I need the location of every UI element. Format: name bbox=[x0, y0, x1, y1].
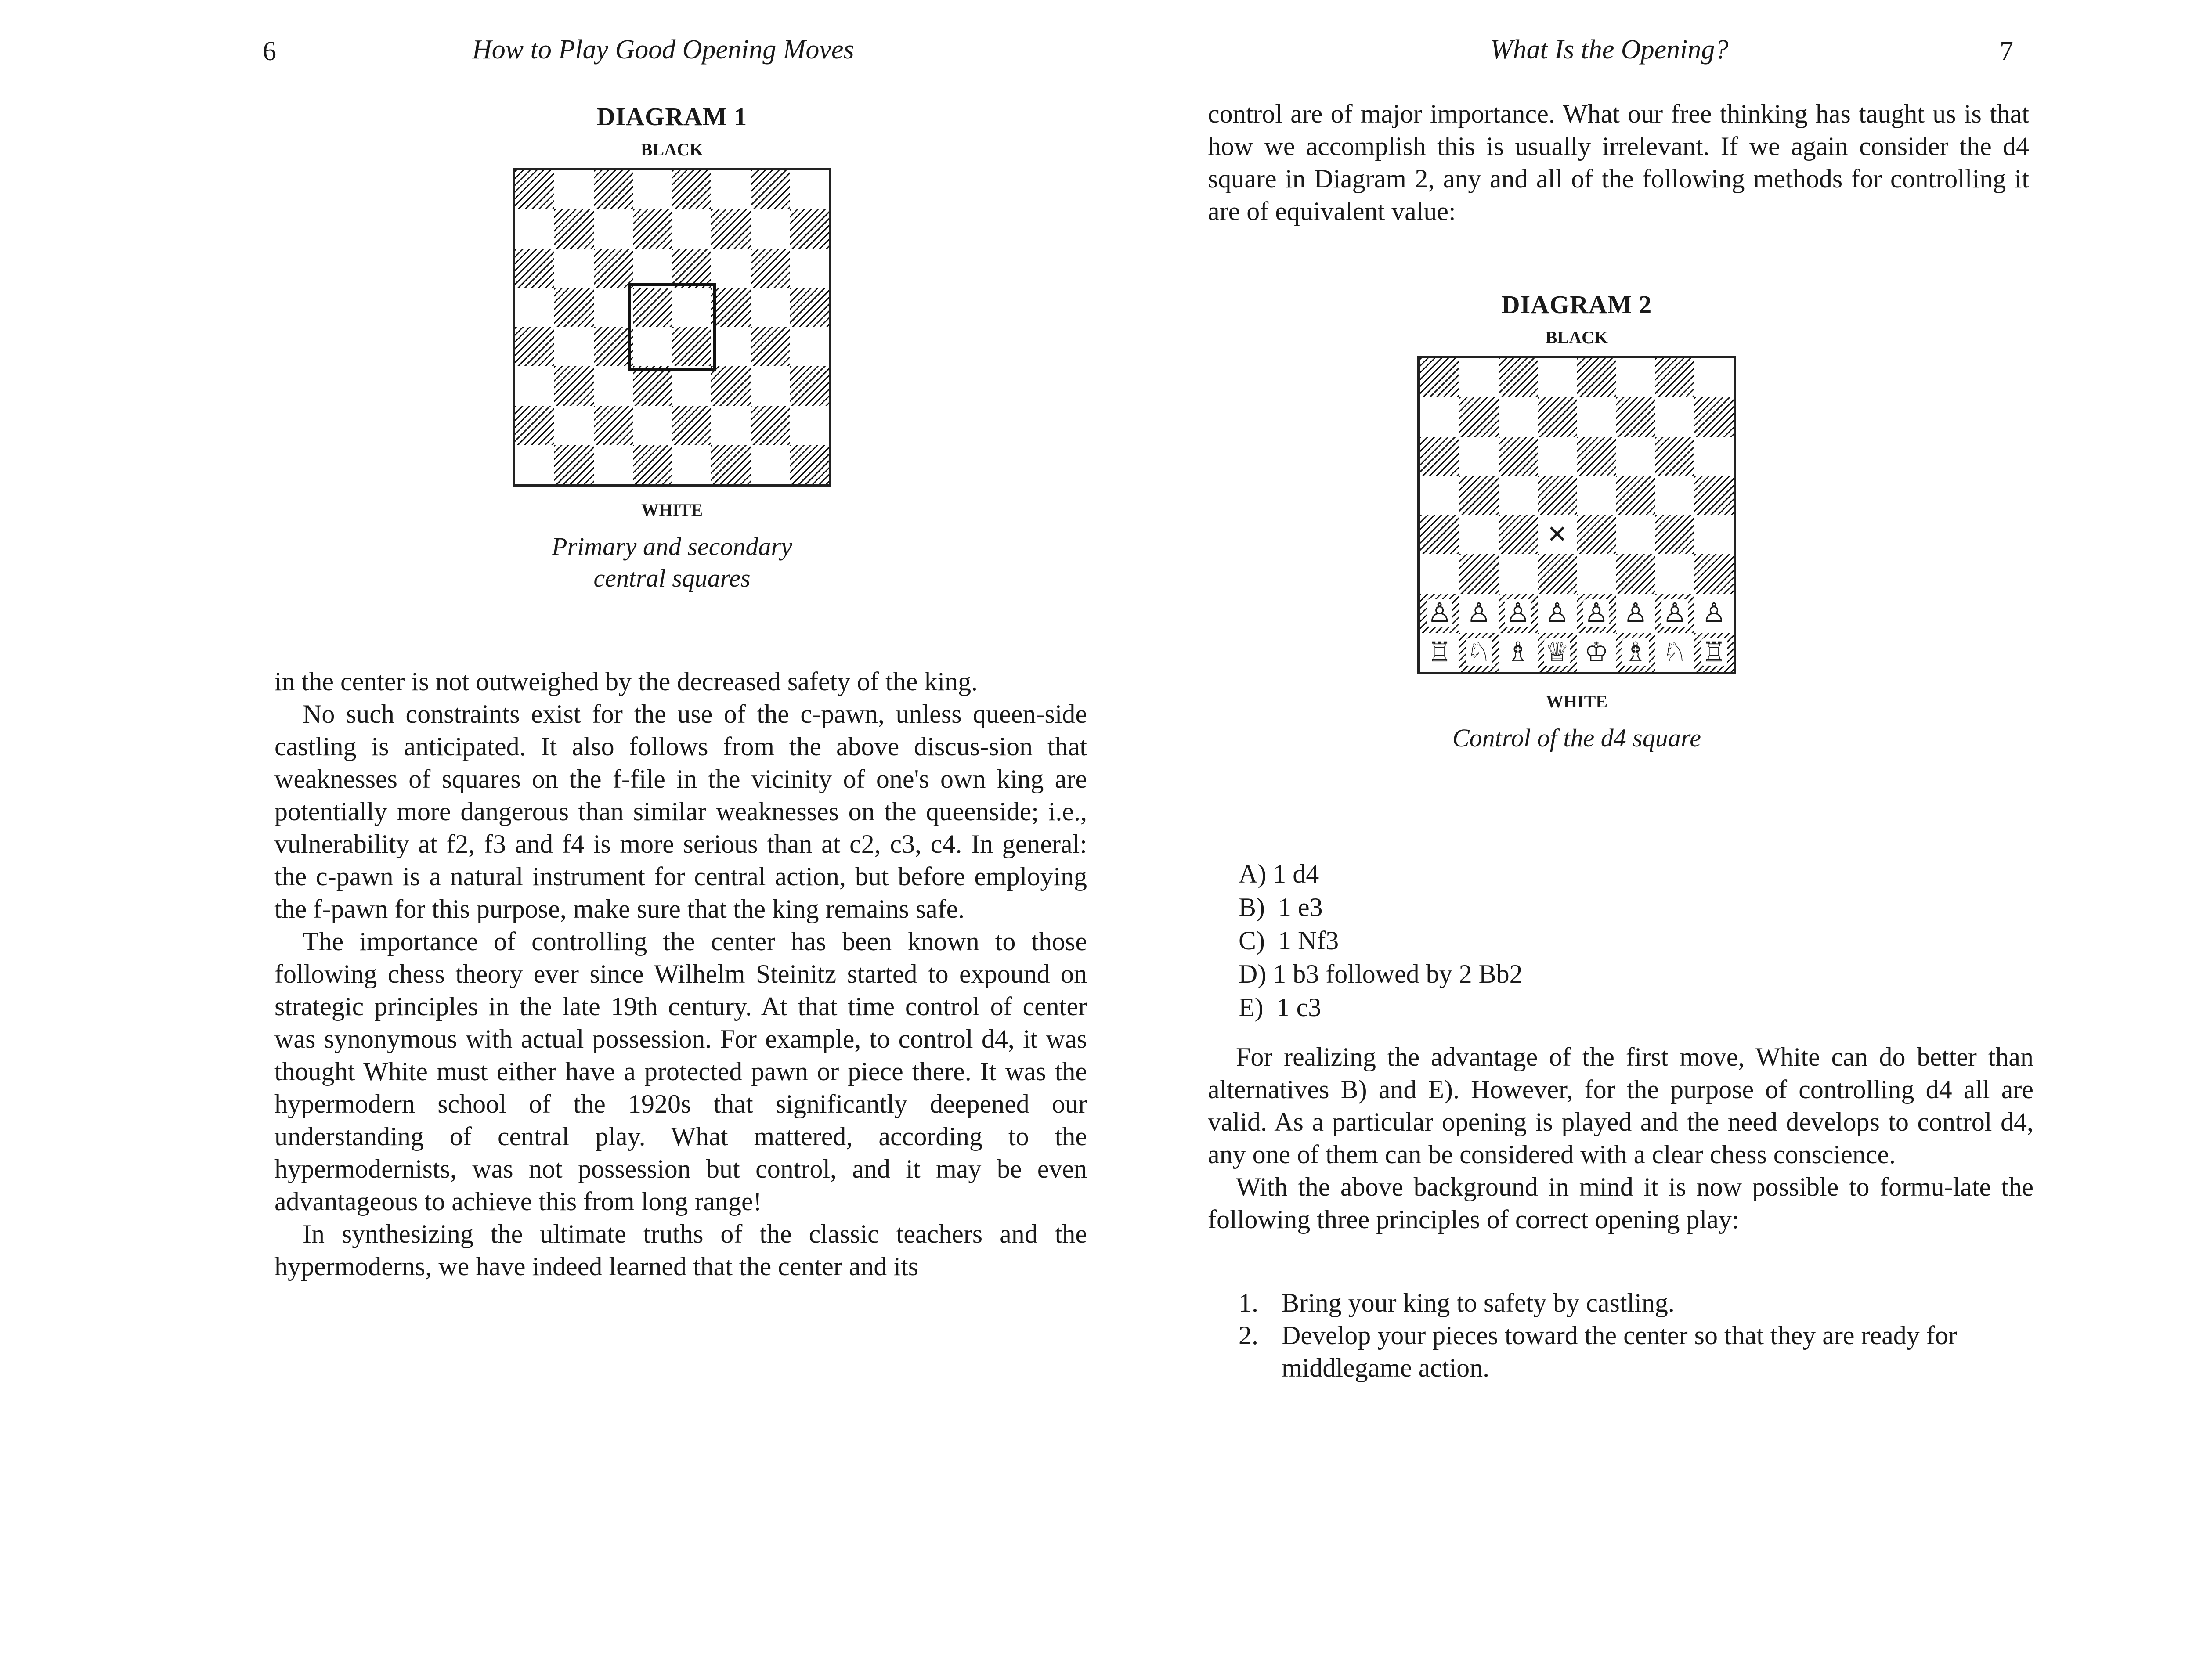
board-square bbox=[633, 249, 672, 288]
board-square bbox=[1616, 476, 1655, 515]
diagram-title: DIAGRAM 2 bbox=[1501, 290, 1652, 319]
board-square bbox=[751, 170, 790, 209]
board-square bbox=[554, 406, 593, 445]
board-bottom-label: WHITE bbox=[641, 500, 703, 520]
board-square bbox=[1499, 358, 1538, 397]
board-square bbox=[554, 170, 593, 209]
board-square bbox=[751, 288, 790, 327]
board-square bbox=[751, 445, 790, 484]
white-pawn-icon: ♙ bbox=[1506, 597, 1530, 629]
opening-options bbox=[1239, 857, 1523, 1024]
board-square bbox=[594, 249, 633, 288]
chessboard bbox=[513, 168, 831, 487]
diagram-1 bbox=[509, 102, 834, 594]
board-square bbox=[1459, 437, 1498, 476]
board-square bbox=[1459, 515, 1498, 554]
board-square bbox=[633, 170, 672, 209]
board-square bbox=[790, 327, 829, 366]
white-pawn-icon: ♙ bbox=[1623, 597, 1648, 629]
board-square bbox=[790, 406, 829, 445]
list-item bbox=[1239, 1319, 2033, 1384]
board-square bbox=[1577, 633, 1616, 672]
board-square bbox=[711, 249, 750, 288]
board-square bbox=[1577, 358, 1616, 397]
paragraph: No such constraints exist for the use of the c-pawn, unless queen-side castling is anticipated. It also follows from the above discus-sion that weaknesses of squares on the f-file in the vicinity of one's own king are potentially more dangerous than similar weaknesses on the queenside; i.e., vulnerability at f2, f3 and f4 is more serious than at c2, c3, c4. In general: the c-pawn is a natural instrument for central action, but before employing the f-pawn for this purpose, make sure that the king remains safe. bbox=[274, 699, 1087, 923]
board-square bbox=[633, 366, 672, 405]
board-square bbox=[711, 209, 750, 249]
paragraph: For realizing the advantage of the first move, White can do better than alternatives B) and E). However, for the purpose of controlling d4 all are valid. As a particular opening is played and the need develops to control d4, any one of them can be considered with a clear chess conscience. bbox=[1208, 1042, 2033, 1169]
diagram-2 bbox=[1427, 290, 1726, 754]
board-square bbox=[633, 327, 672, 366]
paragraph: in the center is not outweighed by the decreased safety of the king. bbox=[274, 667, 978, 696]
board-square bbox=[1616, 358, 1655, 397]
board-square bbox=[672, 327, 711, 366]
diagram-caption bbox=[509, 531, 834, 594]
white-piece-icon: ♔ bbox=[1584, 636, 1609, 668]
board-bottom-label: WHITE bbox=[1546, 692, 1608, 711]
board-square bbox=[594, 288, 633, 327]
board-square bbox=[1655, 437, 1694, 476]
list-item: A) 1 d4 bbox=[1239, 859, 1319, 888]
board-square bbox=[1459, 358, 1498, 397]
board-square bbox=[751, 327, 790, 366]
board-square bbox=[1577, 554, 1616, 593]
board-square bbox=[672, 445, 711, 484]
board-square bbox=[1420, 476, 1459, 515]
board-square bbox=[1616, 397, 1655, 436]
board-square bbox=[594, 209, 633, 249]
white-piece-icon: ♖ bbox=[1427, 636, 1452, 668]
board-square bbox=[1655, 554, 1694, 593]
board-square bbox=[790, 445, 829, 484]
board-square bbox=[594, 327, 633, 366]
board-square bbox=[1538, 476, 1577, 515]
board-square bbox=[1577, 397, 1616, 436]
board-square bbox=[751, 249, 790, 288]
board-top-label: BLACK bbox=[1545, 328, 1608, 347]
board-square bbox=[1459, 633, 1498, 672]
board-square bbox=[711, 288, 750, 327]
board-square bbox=[1499, 515, 1538, 554]
board-square bbox=[1499, 633, 1538, 672]
white-piece-icon: ♗ bbox=[1623, 636, 1648, 668]
page-number: 7 bbox=[2000, 36, 2013, 66]
board-square bbox=[1694, 437, 1734, 476]
board-square bbox=[711, 406, 750, 445]
white-pawn-icon: ♙ bbox=[1427, 597, 1452, 629]
paragraph: The importance of controlling the center has been known to those following chess theory ever since Wilhelm Steinitz started to expound on strategic principles in the late 19th century. At that time control of center was synonymous with actual possession. For example, to control d4, it was thought White must either have a protected pawn or piece there. It was the hypermodern school of the 1920s that significantly deepened our understanding of central play. What mattered, according to the hypermodernists, was not possession but control, and it may be even advantageous to achieve this from long range! bbox=[274, 927, 1087, 1216]
board-square bbox=[1499, 594, 1538, 633]
board-square bbox=[633, 406, 672, 445]
board-square bbox=[1616, 554, 1655, 593]
board-square bbox=[1655, 633, 1694, 672]
board-square bbox=[1499, 397, 1538, 436]
board-square bbox=[1538, 515, 1577, 554]
board-square bbox=[751, 366, 790, 405]
board-square bbox=[594, 170, 633, 209]
white-pawn-icon: ♙ bbox=[1701, 597, 1726, 629]
board-square bbox=[1499, 476, 1538, 515]
board-square bbox=[1616, 633, 1655, 672]
board-square bbox=[515, 288, 554, 327]
body-text bbox=[1208, 1041, 2033, 1236]
board-square bbox=[1655, 358, 1694, 397]
board-square bbox=[1538, 397, 1577, 436]
board-square bbox=[1538, 358, 1577, 397]
board-square bbox=[1655, 515, 1694, 554]
right-page bbox=[1154, 0, 2196, 1680]
item-text: Bring your king to safety by castling. bbox=[1282, 1288, 1675, 1317]
board-square bbox=[711, 445, 750, 484]
board-square bbox=[1694, 554, 1734, 593]
board-square bbox=[672, 366, 711, 405]
board-square bbox=[554, 209, 593, 249]
board-square bbox=[1694, 633, 1734, 672]
paragraph: With the above background in mind it is now possible to formu-late the following three principles of correct opening play: bbox=[1208, 1172, 2033, 1234]
white-piece-icon: ♘ bbox=[1466, 636, 1491, 668]
board-square bbox=[1616, 594, 1655, 633]
board-square bbox=[1616, 515, 1655, 554]
list-item: C) 1 Nf3 bbox=[1239, 926, 1339, 955]
board-square bbox=[515, 209, 554, 249]
board-square bbox=[515, 406, 554, 445]
board-square bbox=[1694, 594, 1734, 633]
board-square bbox=[790, 249, 829, 288]
board-square bbox=[1420, 594, 1459, 633]
board-square bbox=[554, 366, 593, 405]
board-square bbox=[1420, 358, 1459, 397]
board-square bbox=[1420, 515, 1459, 554]
chessboard bbox=[1417, 356, 1736, 674]
board-square bbox=[1538, 633, 1577, 672]
board-square bbox=[1459, 397, 1498, 436]
board-square bbox=[1655, 476, 1694, 515]
board-square bbox=[594, 406, 633, 445]
board-square bbox=[1499, 437, 1538, 476]
board-square bbox=[1459, 594, 1498, 633]
board-square bbox=[672, 249, 711, 288]
board-square bbox=[672, 170, 711, 209]
board-square bbox=[594, 445, 633, 484]
board-square bbox=[1694, 397, 1734, 436]
board-top-label: BLACK bbox=[640, 140, 704, 159]
board-square bbox=[1655, 397, 1694, 436]
intro-text bbox=[1208, 97, 2029, 227]
board-square bbox=[672, 406, 711, 445]
board-square bbox=[1694, 515, 1734, 554]
board-square bbox=[515, 445, 554, 484]
board-square bbox=[672, 288, 711, 327]
white-pawn-icon: ♙ bbox=[1545, 597, 1570, 629]
list-item: D) 1 b3 followed by 2 Bb2 bbox=[1239, 959, 1523, 988]
board-square bbox=[711, 366, 750, 405]
board-square bbox=[554, 327, 593, 366]
board-square bbox=[790, 366, 829, 405]
board-square bbox=[515, 249, 554, 288]
board-square bbox=[1459, 554, 1498, 593]
board-square bbox=[751, 209, 790, 249]
board-square bbox=[711, 327, 750, 366]
board-square bbox=[1459, 476, 1498, 515]
white-piece-icon: ♗ bbox=[1506, 636, 1530, 668]
list-item: B) 1 e3 bbox=[1239, 893, 1323, 922]
board-square bbox=[1420, 633, 1459, 672]
page-number: 6 bbox=[263, 36, 276, 66]
board-square bbox=[1616, 437, 1655, 476]
board-square bbox=[633, 209, 672, 249]
paragraph: In synthesizing the ultimate truths of the classic teachers and the hypermoderns, we have indeed learned that the center and its bbox=[274, 1219, 1087, 1281]
caption-line: central squares bbox=[593, 564, 751, 592]
board-square bbox=[594, 366, 633, 405]
board-square bbox=[515, 170, 554, 209]
item-number: 1. bbox=[1239, 1288, 1258, 1317]
target-mark-icon: ✕ bbox=[1546, 520, 1568, 549]
board-square bbox=[554, 445, 593, 484]
board-square bbox=[1420, 554, 1459, 593]
board-square bbox=[633, 445, 672, 484]
diagram-caption: Control of the d4 square bbox=[1452, 724, 1701, 752]
paragraph: control are of major importance. What our free thinking has taught us is that how we accomplish this is usually irrelevant. If we again consider the d4 square in Diagram 2, any and all of the following methods for controlling it are of equivalent value: bbox=[1208, 99, 2029, 226]
board-square bbox=[1577, 515, 1616, 554]
white-pawn-icon: ♙ bbox=[1584, 597, 1609, 629]
body-text bbox=[274, 665, 1087, 1283]
board-square bbox=[1694, 358, 1734, 397]
board-square bbox=[1577, 476, 1616, 515]
diagram-title: DIAGRAM 1 bbox=[596, 102, 748, 131]
board-square bbox=[790, 288, 829, 327]
board-square bbox=[633, 288, 672, 327]
board-square bbox=[554, 288, 593, 327]
caption-line: Primary and secondary bbox=[552, 532, 792, 561]
board-square bbox=[515, 327, 554, 366]
white-piece-icon: ♕ bbox=[1545, 636, 1570, 668]
board-square bbox=[751, 406, 790, 445]
board-square bbox=[1538, 594, 1577, 633]
board-square bbox=[1538, 437, 1577, 476]
board-square bbox=[1538, 554, 1577, 593]
board-square bbox=[1694, 476, 1734, 515]
board-square bbox=[1499, 554, 1538, 593]
board-square bbox=[790, 170, 829, 209]
white-piece-icon: ♖ bbox=[1701, 636, 1726, 668]
board-square bbox=[711, 170, 750, 209]
item-text: Develop your pieces toward the center so that they are ready for middlegame action. bbox=[1282, 1321, 1957, 1382]
board-square bbox=[1420, 437, 1459, 476]
board-square bbox=[672, 209, 711, 249]
board-square bbox=[1577, 437, 1616, 476]
board-square bbox=[790, 209, 829, 249]
list-item bbox=[1239, 1287, 2033, 1319]
item-number: 2. bbox=[1239, 1321, 1258, 1350]
principles-list bbox=[1239, 1287, 2033, 1384]
white-pawn-icon: ♙ bbox=[1662, 597, 1687, 629]
board-square bbox=[554, 249, 593, 288]
list-item: E) 1 c3 bbox=[1239, 993, 1322, 1022]
white-piece-icon: ♘ bbox=[1662, 636, 1687, 668]
white-pawn-icon: ♙ bbox=[1466, 597, 1491, 629]
board-square bbox=[515, 366, 554, 405]
running-head: What Is the Opening? bbox=[1490, 35, 1729, 65]
running-head: How to Play Good Opening Moves bbox=[472, 35, 854, 65]
board-square bbox=[1420, 397, 1459, 436]
board-square bbox=[1655, 594, 1694, 633]
board-square bbox=[1577, 594, 1616, 633]
